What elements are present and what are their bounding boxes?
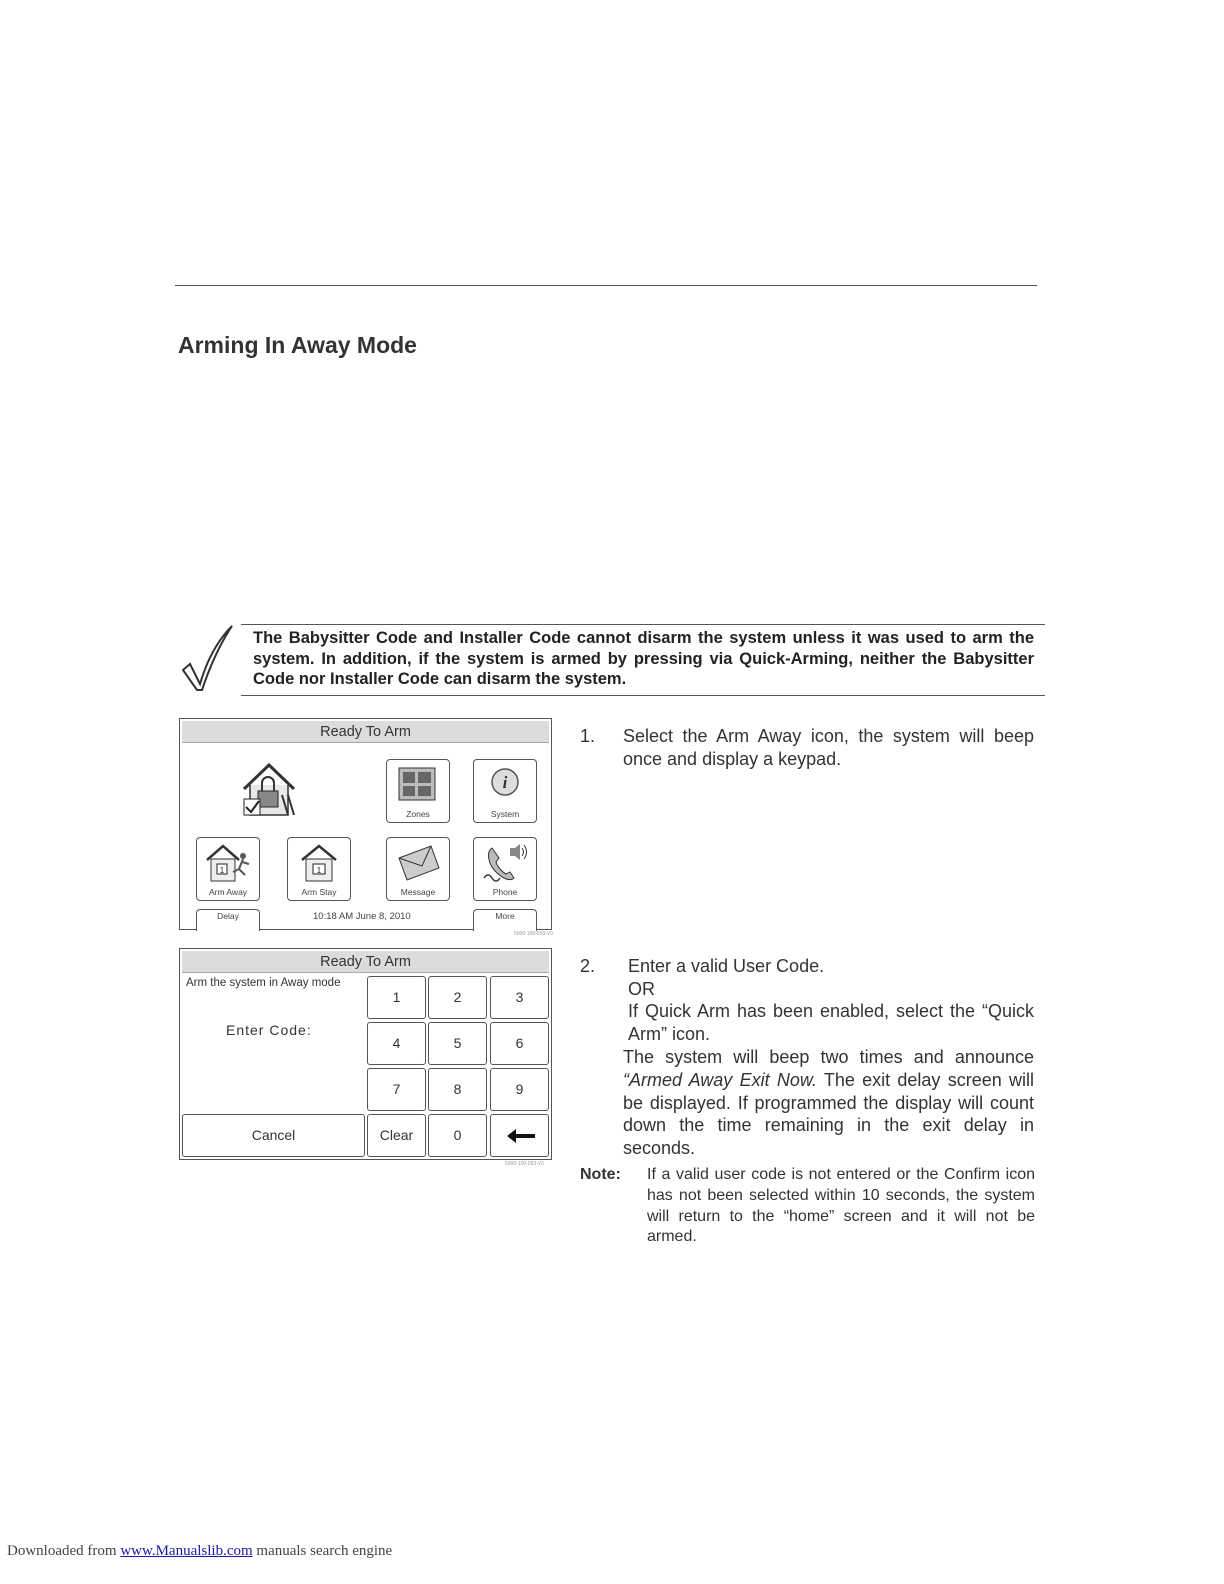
svg-text:1: 1: [219, 866, 225, 875]
envelope-icon: [395, 842, 441, 884]
step-2-number: 2.: [580, 956, 596, 976]
message-label: Message: [400, 887, 436, 897]
date-time: 10:18 AM June 8, 2010: [313, 911, 411, 922]
key-9[interactable]: 9: [490, 1068, 549, 1111]
note-body: If a valid user code is not entered or the Confirm icon has not been selected within 10 seconds, the system will return to the “home” screen and it will not be armed.: [647, 1166, 1035, 1246]
message-tile[interactable]: [386, 837, 450, 901]
home-screen-title: Ready To Arm: [182, 721, 549, 743]
note-text: The Babysitter Code and Installer Code cannot disarm the system unless it was used to arm the system. In addition, if the system is armed by pressing via Quick-Arming, neither the Babysitter Code nor Installer Code can disarm the system.: [253, 629, 1034, 688]
phone-icon: [482, 842, 528, 884]
clear-button[interactable]: Clear: [367, 1114, 426, 1157]
key-4[interactable]: 4: [367, 1022, 426, 1065]
arm-away-tile[interactable]: [196, 837, 260, 901]
note-bottom-rule: [241, 695, 1045, 696]
phone-label: Phone: [492, 887, 518, 897]
home-screen: [179, 718, 552, 930]
step-2-announce: [623, 1046, 1034, 1160]
arm-away-icon: [205, 842, 251, 884]
zones-icon: [395, 764, 441, 806]
backspace-button[interactable]: [490, 1114, 549, 1157]
svg-text:1: 1: [316, 866, 322, 875]
house-lock-icon: [238, 761, 300, 819]
step-2-line1: Enter a valid User Code.: [628, 956, 825, 976]
system-label: System: [490, 809, 520, 819]
key-3[interactable]: 3: [490, 976, 549, 1019]
arm-stay-tile[interactable]: [287, 837, 351, 901]
left-arrow-icon: [507, 1129, 535, 1143]
step-2-quick-arm: If Quick Arm has been enabled, select the “Quick Arm” icon.: [628, 1001, 1034, 1044]
footer-suffix: manuals search engine: [252, 1543, 393, 1559]
arm-away-label: Arm Away: [208, 887, 248, 897]
key-7[interactable]: 7: [367, 1068, 426, 1111]
manualslib-link[interactable]: www.Manualslib.com: [120, 1543, 253, 1559]
key-2[interactable]: 2: [428, 976, 487, 1019]
key-1[interactable]: 1: [367, 976, 426, 1019]
key-8[interactable]: 8: [428, 1068, 487, 1111]
checkmark-icon: [180, 624, 234, 692]
step-1-text: Select the Arm Away icon, the system will beep once and display a keypad.: [623, 726, 1034, 769]
svg-text:i: i: [502, 773, 508, 792]
zones-label: Zones: [406, 809, 430, 819]
more-tab[interactable]: More: [473, 909, 537, 931]
system-tile[interactable]: [473, 759, 537, 823]
keypad-message: Arm the system in Away mode: [186, 977, 341, 989]
announce-intro: The system will beep two times and announce: [623, 1047, 1034, 1067]
zones-tile[interactable]: [386, 759, 450, 823]
figure-ref: 5000-100-059-V0: [514, 931, 553, 937]
top-divider: [175, 285, 1037, 286]
announce-phrase: “Armed Away Exit Now.: [623, 1069, 817, 1090]
enter-code-label: Enter Code:: [226, 1022, 312, 1038]
cancel-button[interactable]: Cancel: [182, 1114, 365, 1157]
figure-ref: 5000-100-053-V0: [505, 1161, 544, 1167]
footer: [7, 1543, 392, 1560]
arm-stay-label: Arm Stay: [301, 887, 337, 897]
key-0[interactable]: 0: [428, 1114, 487, 1157]
note-label: Note:: [580, 1166, 621, 1183]
note-top-rule: [241, 624, 1045, 625]
step-1-number: 1.: [580, 726, 596, 746]
arm-stay-icon: [296, 842, 342, 884]
keypad-screen-title: Ready To Arm: [182, 951, 549, 973]
keypad-screen: [179, 948, 552, 1160]
key-6[interactable]: 6: [490, 1022, 549, 1065]
announce-rest: The exit delay screen will be displayed. If programmed the display will count down the time remaining in the exit delay in seconds.: [623, 1069, 1034, 1159]
key-5[interactable]: 5: [428, 1022, 487, 1065]
step-2-or: OR: [628, 979, 655, 999]
info-icon: [482, 764, 528, 806]
page-title: Arming In Away Mode: [178, 332, 417, 358]
phone-tile[interactable]: [473, 837, 537, 901]
delay-tab[interactable]: Delay: [196, 909, 260, 931]
footer-prefix: Downloaded from: [7, 1543, 121, 1559]
